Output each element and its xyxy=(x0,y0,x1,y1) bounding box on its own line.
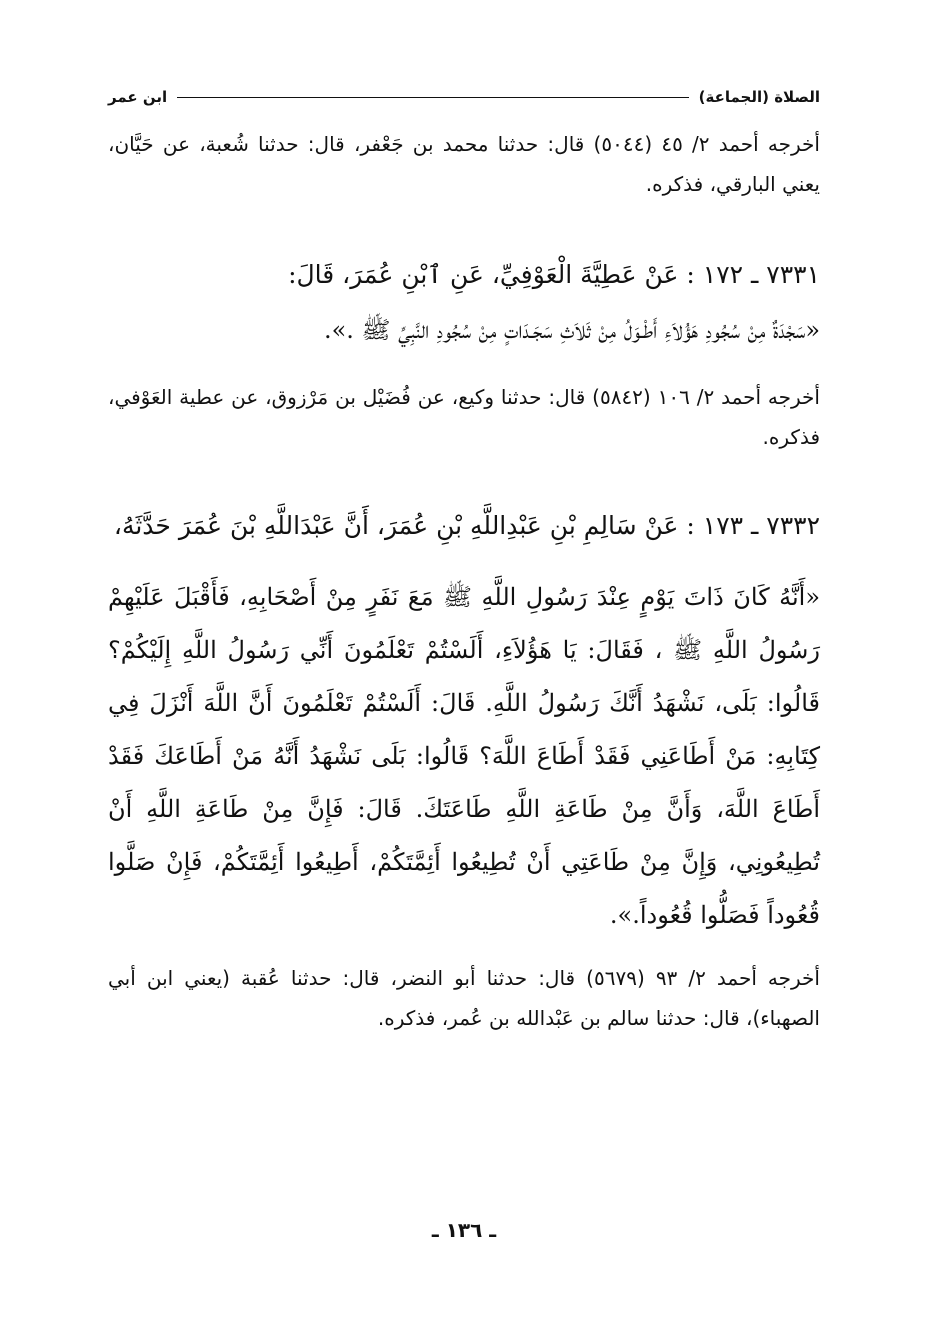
section-title: الصلاة (الجماعة) xyxy=(698,88,820,106)
source-note-2: أخرجه أحمد ٢/ ١٠٦ (٥٨٤٢) قال: حدثنا وكيع، عن فُضَيْل بن مَرْزوق، عن عطية العَوْفي، فذكره. xyxy=(108,385,820,449)
hadith-2-heading: ٧٣٣٢ ـ ١٧٣ : عَنْ سَالِمِ بْنِ عَبْدِاللَّهِ بْنِ عُمَرَ، أَنَّ عَبْدَاللَّهِ بْنَ عُمَرَ حَدَّثَهُ، xyxy=(113,511,820,540)
running-header xyxy=(108,82,820,112)
hadith-2-text: «أَنَّهُ كَانَ ذَاتَ يَوْمٍ عِنْدَ رَسُولِ اللَّهِ ﷺ مَعَ نَفَرٍ مِنْ أَصْحَابِهِ، فَأَقْبَلَ عَلَيْهِمْ رَسُولُ اللَّهِ ﷺ ، فَقَالَ: يَا هَؤُلاَءِ، أَلَسْتُمْ تَعْلَمُونَ أَنِّي رَسُولُ اللَّهِ إِلَيْكُمْ؟ قَالُوا: بَلَى، نَشْهَدُ أَنَّكَ رَسُولُ اللَّهِ. قَالَ: أَلَسْتُمْ تَعْلَمُونَ أَنَّ اللَّهَ أَنْزَلَ فِي كِتَابِهِ: مَنْ أَطَاعَنِي فَقَدْ أَطَاعَ اللَّهَ؟ قَالُوا: بَلَى نَشْهَدُ أَنَّهُ مَنْ أَطَاعَكَ فَقَدْ أَطَاعَ اللَّهَ، وَأَنَّ مِنْ طَاعَةِ اللَّهِ طَاعَتَكَ. قَالَ: فَإِنَّ مِنْ طَاعَةِ اللَّهِ أَنْ تُطِيعُونِي، وَإِنَّ مِنْ طَاعَتِي أَنْ تُطِيعُوا أَئِمَّتَكُمْ، أَطِيعُوا أَئِمَّتَكُمْ، فَإِنْ صَلَّوا قُعُوداً فَصَلُّوا قُعُوداً.». xyxy=(108,583,820,929)
hadith-1-heading: ٧٣٣١ ـ ١٧٢ : عَنْ عَطِيَّةَ الْعَوْفِيِّ، عَنِ ٱبْنِ عُمَرَ، قَالَ: xyxy=(288,260,820,289)
header-rule xyxy=(177,97,689,98)
page-number: ـ ١٣٦ ـ xyxy=(431,1218,497,1242)
narrator-name: ابن عمر xyxy=(108,88,168,106)
hadith-1-text: «سَجْدَةٌ مِنْ سُجُودِ هَؤُلاَءِ أَطْـوَلُ مِنْ ثَلاَثِ سَجَـدَاتٍ مِنْ سُجُودِ النَّبِيِّ ﷺ .». xyxy=(323,316,820,344)
source-note-3: أخرجه أحمد ٢/ ٩٣ (٥٦٧٩) قال: حدثنا أبو النضر، قال: حدثنا عُقبة (يعني ابن أبي الصهباء)، قال: حدثنا سالم بن عَبْدالله بن عُمر، فذكره. xyxy=(108,966,820,1030)
book-page xyxy=(108,82,820,1038)
source-note-1: أخرجه أحمد ٢/ ٤٥ (٥٠٤٤) قال: حدثنا محمد بن جَعْفر، قال: حدثنا شُعبة، عن حَيَّان، يعني البارقي، فذكره. xyxy=(108,132,820,196)
